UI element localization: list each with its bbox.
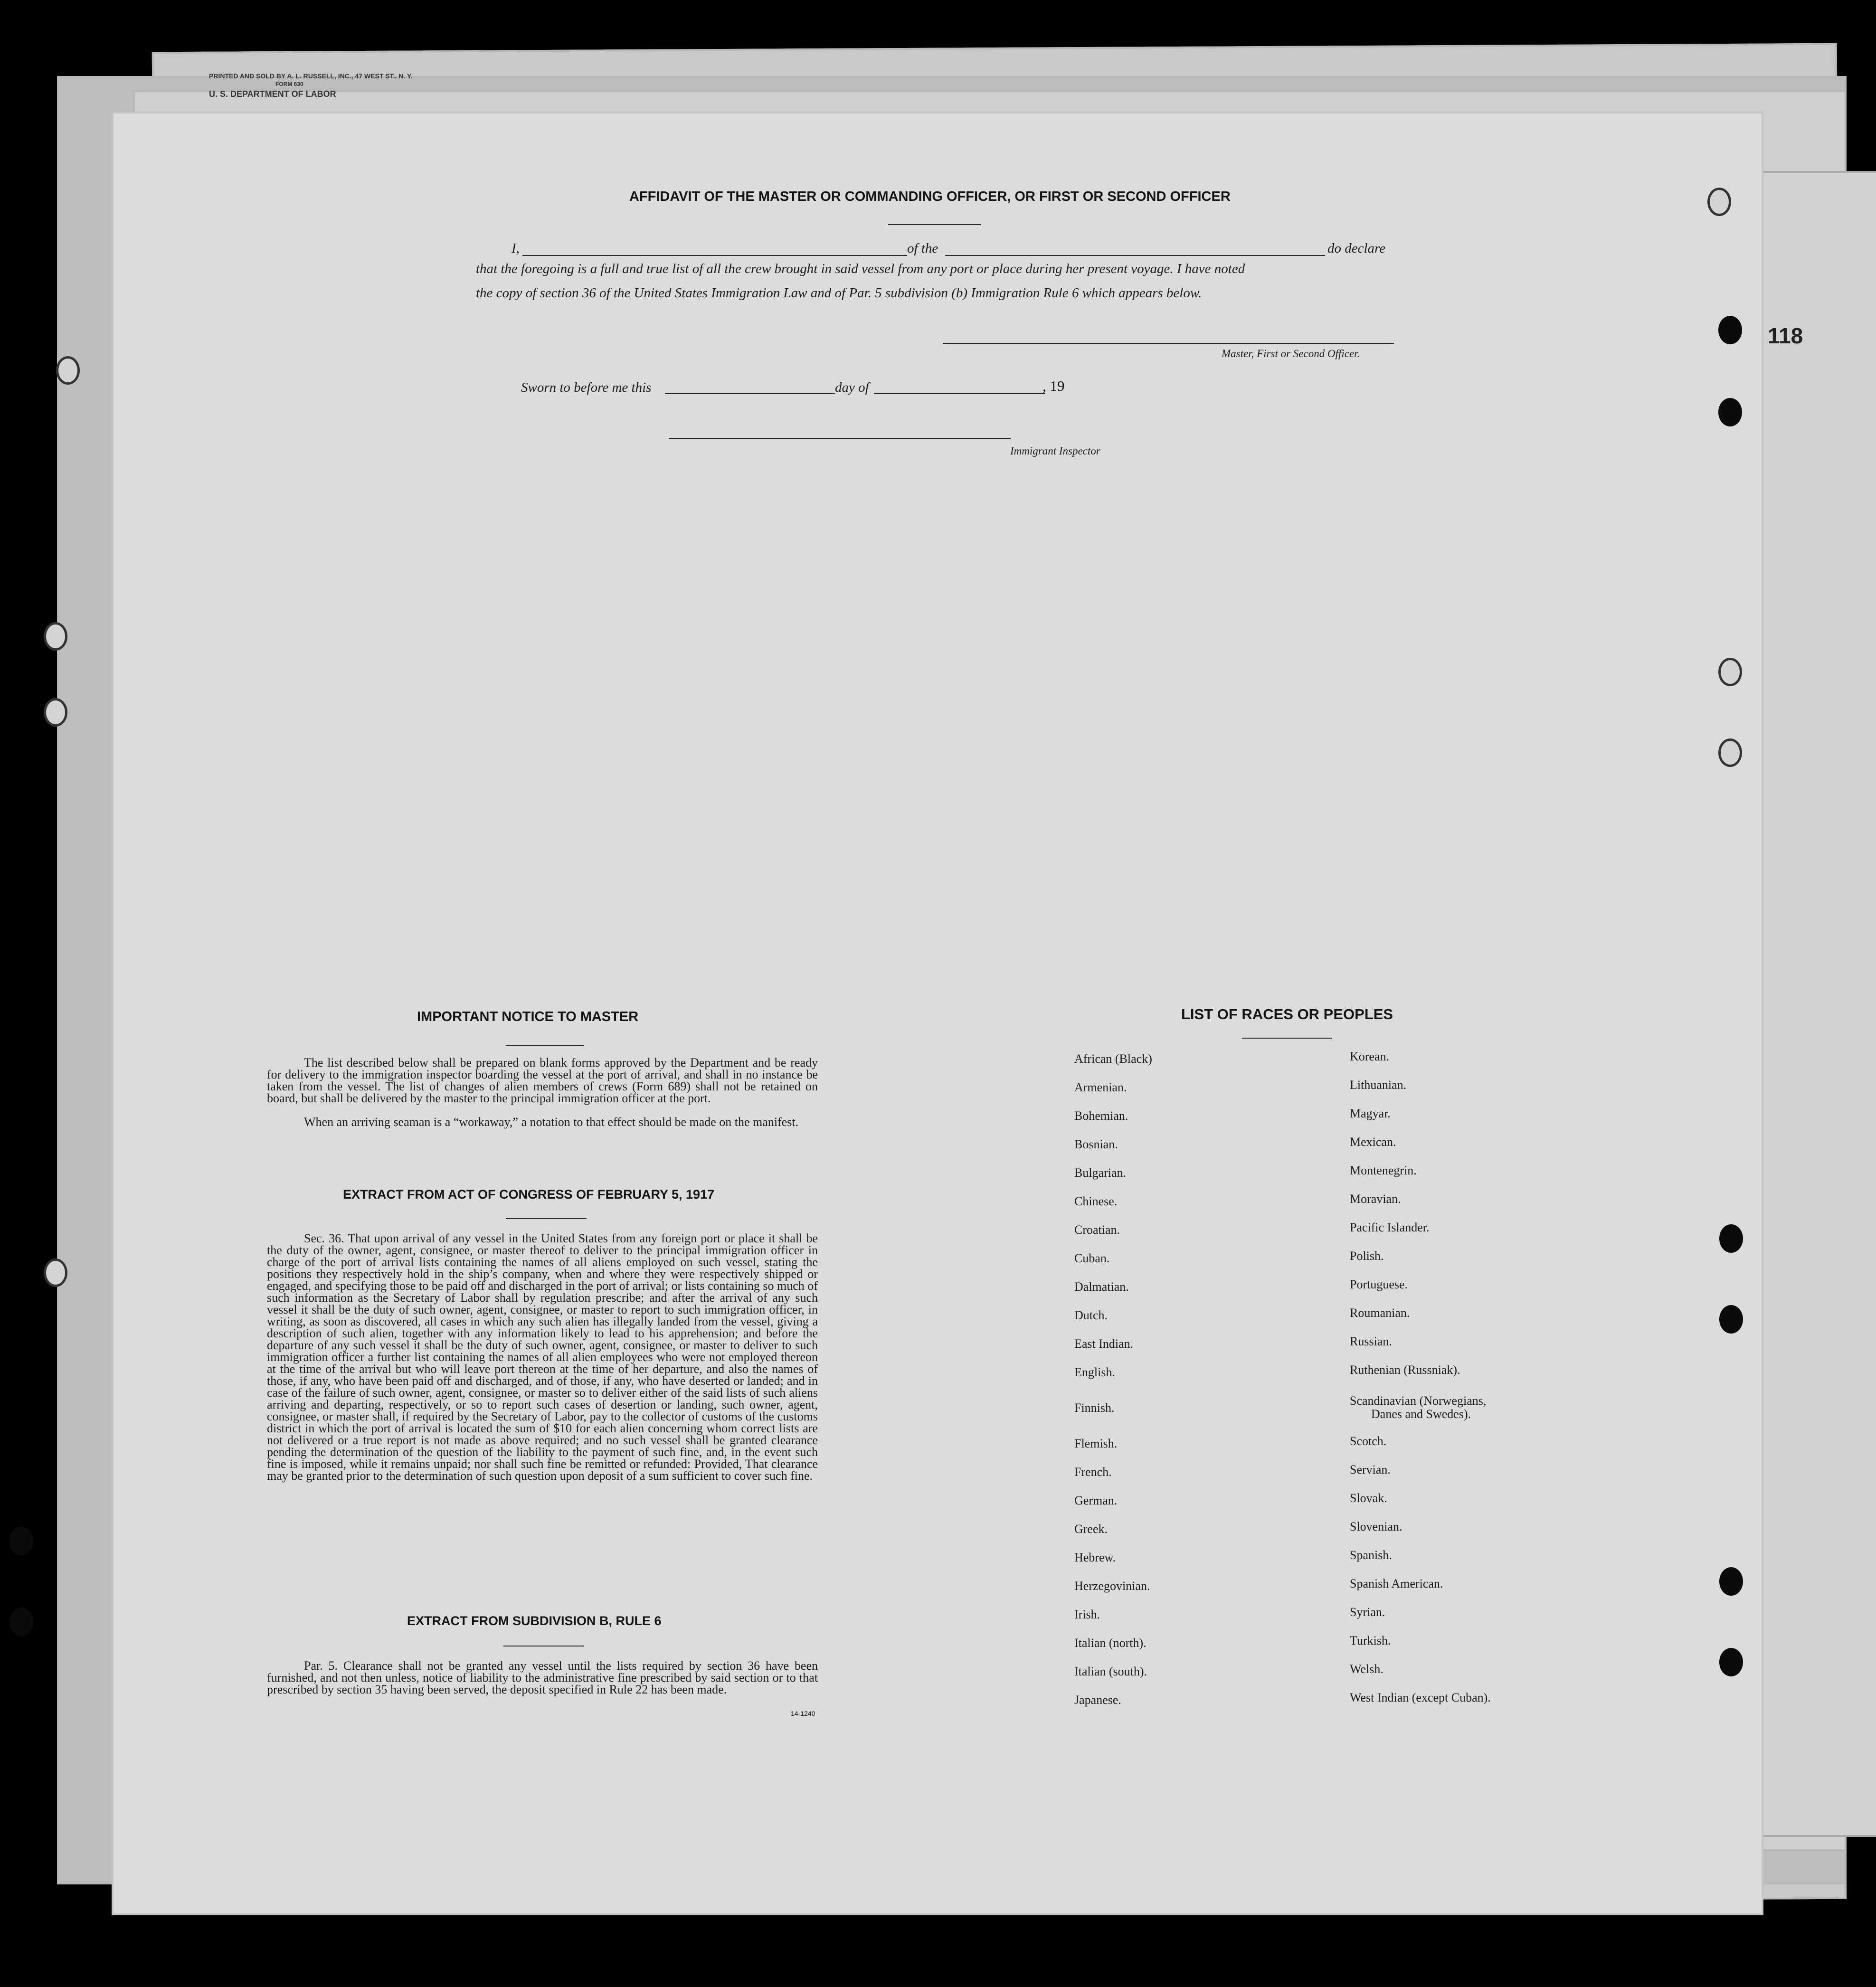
- race-item: Magyar.: [1350, 1107, 1391, 1120]
- sworn-day-blank[interactable]: [665, 393, 835, 394]
- department-heading: U. S. DEPARTMENT OF LABOR: [209, 89, 336, 99]
- race-item: Spanish.: [1350, 1548, 1392, 1562]
- race-item: Montenegrin.: [1350, 1164, 1417, 1177]
- inspector-signature-line[interactable]: [669, 438, 1011, 439]
- rule-paragraph-5: Par. 5. Clearance shall not be granted any vessel until the lists required by section 36 have been furnished, and not then unless, notice of liability to the administrative fine prescribed by said section or to that prescribed by section 35 having been served, the deposit specified in Rule 22 has been made.: [267, 1659, 818, 1696]
- race-item: Lithuanian.: [1350, 1078, 1407, 1092]
- affidavit-line-2: that the foregoing is a full and true list of all the crew brought in said vessel from any port or place during her present voyage. I have noted: [476, 261, 1245, 276]
- race-item: Herzegovinian.: [1074, 1579, 1150, 1593]
- race-item: Italian (north).: [1074, 1636, 1146, 1650]
- page-number: 118: [1768, 323, 1803, 348]
- race-item: Portuguese.: [1350, 1277, 1408, 1291]
- race-item: Scandinavian (Norwegians,: [1350, 1394, 1487, 1408]
- race-item: Slovenian.: [1350, 1520, 1402, 1533]
- race-item: Bosnian.: [1074, 1137, 1118, 1151]
- race-item: East Indian.: [1074, 1337, 1134, 1351]
- master-signature-caption: Master, First or Second Officer.: [1222, 348, 1360, 360]
- vessel-blank[interactable]: [945, 255, 1325, 256]
- punch-hole: [1718, 738, 1742, 767]
- race-item: Moravian.: [1350, 1192, 1401, 1206]
- punch-hole: [56, 356, 80, 385]
- race-item: German.: [1074, 1494, 1118, 1507]
- punch-hole: [1718, 658, 1742, 686]
- sworn-prefix: Sworn to before me this: [521, 380, 652, 395]
- name-blank[interactable]: [522, 255, 907, 256]
- act-divider: [506, 1218, 587, 1219]
- race-item: Pacific Islander.: [1350, 1221, 1430, 1234]
- race-item: Bulgarian.: [1074, 1166, 1127, 1180]
- form-number: FORM 630: [275, 81, 303, 87]
- race-item: English.: [1074, 1365, 1115, 1379]
- race-item: Turkish.: [1350, 1634, 1391, 1647]
- punch-hole: [9, 1608, 33, 1636]
- race-item: Scotch.: [1350, 1434, 1387, 1448]
- race-item: Servian.: [1350, 1463, 1391, 1476]
- punch-hole: [1718, 398, 1742, 426]
- sworn-day-of: day of: [835, 380, 869, 395]
- race-item: African (Black): [1074, 1052, 1152, 1066]
- race-item: Irish.: [1074, 1608, 1100, 1621]
- punch-hole: [9, 1527, 33, 1555]
- race-item: Russian.: [1350, 1334, 1392, 1348]
- punch-hole: [44, 698, 67, 727]
- punch-hole: [1719, 1224, 1743, 1253]
- race-item: Flemish.: [1074, 1437, 1118, 1450]
- race-item-continuation: Danes and Swedes).: [1371, 1407, 1471, 1421]
- race-item: Ruthenian (Russniak).: [1350, 1363, 1460, 1377]
- race-item: West Indian (except Cuban).: [1350, 1691, 1491, 1704]
- race-item: Dalmatian.: [1074, 1280, 1129, 1294]
- race-item: Italian (south).: [1074, 1665, 1147, 1678]
- punch-hole: [44, 622, 67, 651]
- affidavit-title: AFFIDAVIT OF THE MASTER OR COMMANDING OFFICER, OR FIRST OR SECOND OFFICER: [629, 189, 1231, 204]
- punch-hole: [1707, 188, 1731, 216]
- race-item: Syrian.: [1350, 1605, 1385, 1619]
- race-item: Cuban.: [1074, 1251, 1110, 1265]
- race-item: Japanese.: [1074, 1693, 1121, 1707]
- rule-title: EXTRACT FROM SUBDIVISION B, RULE 6: [407, 1614, 662, 1628]
- affidavit-of-the: of the: [907, 241, 938, 256]
- race-item: Slovak.: [1350, 1491, 1387, 1505]
- document-page: [112, 112, 1763, 1915]
- notice-title: IMPORTANT NOTICE TO MASTER: [417, 1009, 639, 1024]
- form-code: 14-1240: [791, 1710, 815, 1717]
- race-item: Chinese.: [1074, 1194, 1118, 1208]
- sworn-month-blank[interactable]: [874, 393, 1045, 394]
- race-item: Hebrew.: [1074, 1551, 1116, 1564]
- race-item: French.: [1074, 1465, 1112, 1479]
- race-item: Bohemian.: [1074, 1109, 1128, 1123]
- race-item: Korean.: [1350, 1050, 1390, 1063]
- race-item: Croatian.: [1074, 1223, 1120, 1237]
- right-sheet: [1757, 171, 1876, 1837]
- punch-hole: [1719, 1567, 1743, 1596]
- notice-paragraph-1: The list described below shall be prepared on blank forms approved by the Department and be ready for delivery to the immigration inspector boarding the vessel at the port of arrival, and shall in no instance be taken from the vessel. The list of changes of alien members of crews (Form 689) shall not be retained on board, but shall be delivered by the master to the principal immigration officer at the port.: [267, 1056, 818, 1105]
- inspector-caption: Immigrant Inspector: [1010, 445, 1100, 457]
- punch-hole: [1718, 316, 1742, 344]
- affidavit-do-declare: do declare: [1327, 241, 1386, 256]
- race-item: Roumanian.: [1350, 1306, 1410, 1320]
- race-item: Greek.: [1074, 1522, 1108, 1536]
- race-item: Finnish.: [1074, 1401, 1115, 1415]
- punch-hole: [44, 1258, 67, 1287]
- notice-divider: [506, 1045, 584, 1046]
- title-divider: [888, 224, 981, 225]
- race-item: Polish.: [1350, 1249, 1384, 1263]
- act-title: EXTRACT FROM ACT OF CONGRESS OF FEBRUARY 5, 1917: [343, 1187, 715, 1202]
- punch-hole: [1719, 1305, 1743, 1334]
- affidavit-i: I,: [512, 241, 520, 256]
- master-signature-line[interactable]: [943, 343, 1394, 344]
- affidavit-line-3: the copy of section 36 of the United States Immigration Law and of Par. 5 subdivision (b) Immigration Rule 6 which appears below.: [476, 285, 1202, 301]
- race-item: Dutch.: [1074, 1308, 1108, 1322]
- races-title: LIST OF RACES OR PEOPLES: [1181, 1006, 1393, 1022]
- race-item: Armenian.: [1074, 1080, 1127, 1094]
- act-section-36: Sec. 36. That upon arrival of any vessel in the United States from any foreign port or place it shall be the duty of the owner, agent, consignee, or master thereof to deliver to the principal immigration officer in charge of the port of arrival lists containing the names of all aliens employed on such vessel, stating the positions they respectively hold in the ship’s company, when and where they were respectively shipped or engaged, and specifying those to be paid off and discharged in the port of arrival; or lists containing so much of such information as the Secretary of Labor shall by regulation prescribe; and after the arrival of any such vessel it shall be the duty of such owner, agent, consignee, or master to report to such immigration officer, in writing, as soon as discovered, all cases in which any such alien has illegally landed from the vessel, giving a description of such alien, together with any information likely to lead to his apprehension; and before the departure of any such vessel it shall be the duty of such owner, agent, consignee, or master to deliver to such immigration officer a further list containing the names of all alien employees who were not employed thereon at the time of the arrival but who will leave port thereon at the time of her departure, and also the names of those, if any, who have been paid off and discharged, and of those, if any, who have deserted or landed; and in case of the failure of such owner, agent, consignee, or master so to deliver either of the said lists of such aliens arriving and departing, respectively, or so to report such cases of desertion or landing, such owner, agent, consignee, or master shall, if required by the Secretary of Labor, pay to the collector of customs of the customs district in which the port of arrival is located the sum of $10 for each alien concerning whom correct lists are not delivered or a true report is not made as above required; and no such vessel shall be granted clearance pending the determination of the question of the liability to the payment of such fine, and, in the event such fine is imposed, while it remains unpaid; nor shall such fine be remitted or refunded: Provided, That clearance may be granted prior to the determination of such question upon deposit of a sum sufficient to cover such fine.: [267, 1231, 818, 1483]
- printer-imprint: PRINTED AND SOLD BY A. L. RUSSELL, INC., 47 WEST ST., N. Y.: [209, 72, 413, 80]
- notice-paragraph-2: When an arriving seaman is a “workaway,” a notation to that effect should be made on the manifest.: [304, 1115, 799, 1129]
- punch-hole: [1719, 1648, 1743, 1676]
- race-item: Spanish American.: [1350, 1577, 1443, 1590]
- races-divider: [1242, 1038, 1332, 1039]
- race-item: Mexican.: [1350, 1135, 1396, 1149]
- race-item: Welsh.: [1350, 1662, 1383, 1676]
- sworn-year: , 19: [1042, 378, 1065, 394]
